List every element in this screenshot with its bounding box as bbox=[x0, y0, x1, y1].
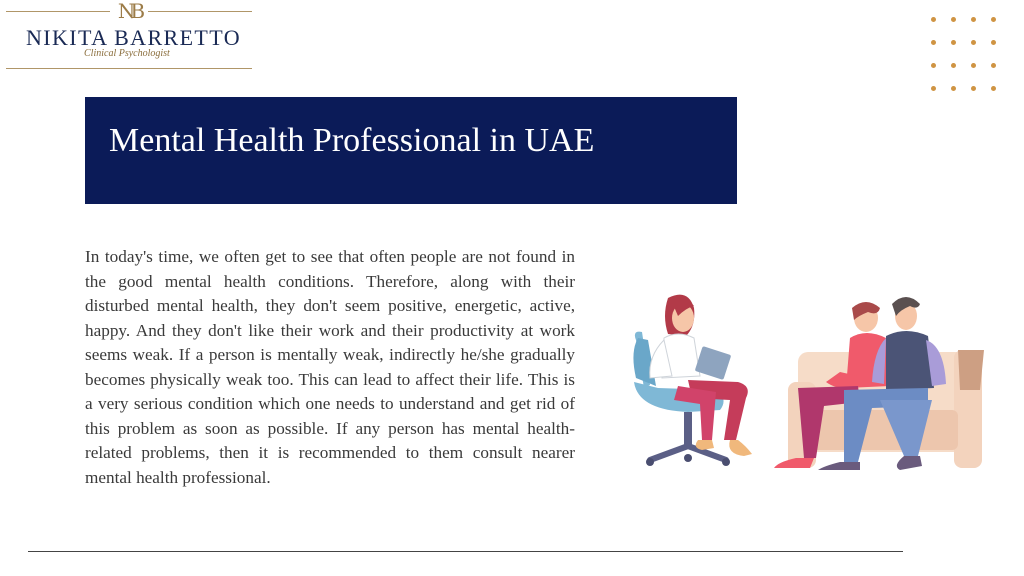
decor-dot bbox=[931, 40, 936, 45]
decor-dot bbox=[931, 17, 936, 22]
body-paragraph: In today's time, we often get to see that often people are not found in the good mental health conditions. Therefore, along with their disturbed mental health, they don't seem positive, energetic, active, happy. And they don't like their work and their productivity at work seems weak. If a person is mentally weak, indirectly he/she gradually becomes physically weak too. This can lead to affect their life. This is a very serious condition which one needs to understand and get rid of this problem as soon as possible. If any person has mental health-related problems, then it is recommended to them consult nearer mental health professional. bbox=[85, 247, 575, 487]
logo-monogram: NB bbox=[110, 0, 148, 24]
logo-subtitle: Clinical Psychologist bbox=[84, 48, 170, 59]
decor-dot bbox=[971, 86, 976, 91]
decor-dot bbox=[971, 17, 976, 22]
logo-name: NIKITA BARRETTO bbox=[26, 25, 241, 50]
brand-logo[interactable] bbox=[6, 0, 252, 70]
decor-dot bbox=[971, 40, 976, 45]
decor-dot bbox=[991, 86, 996, 91]
decor-dot bbox=[991, 17, 996, 22]
title-banner bbox=[85, 97, 737, 204]
decor-dot bbox=[991, 40, 996, 45]
therapist-figure bbox=[650, 295, 752, 456]
decor-dot bbox=[951, 86, 956, 91]
therapist-session-illustration bbox=[628, 290, 988, 475]
decor-dot bbox=[991, 63, 996, 68]
logo-rule-bottom bbox=[6, 68, 252, 69]
decor-dot bbox=[951, 17, 956, 22]
decor-dot bbox=[951, 63, 956, 68]
decor-dot bbox=[931, 63, 936, 68]
decor-dot bbox=[951, 40, 956, 45]
decor-dot bbox=[971, 63, 976, 68]
bottom-divider bbox=[28, 551, 903, 552]
decor-dot bbox=[931, 86, 936, 91]
dot-grid-decoration bbox=[931, 17, 1003, 97]
page-title: Mental Health Professional in UAE bbox=[109, 122, 595, 159]
